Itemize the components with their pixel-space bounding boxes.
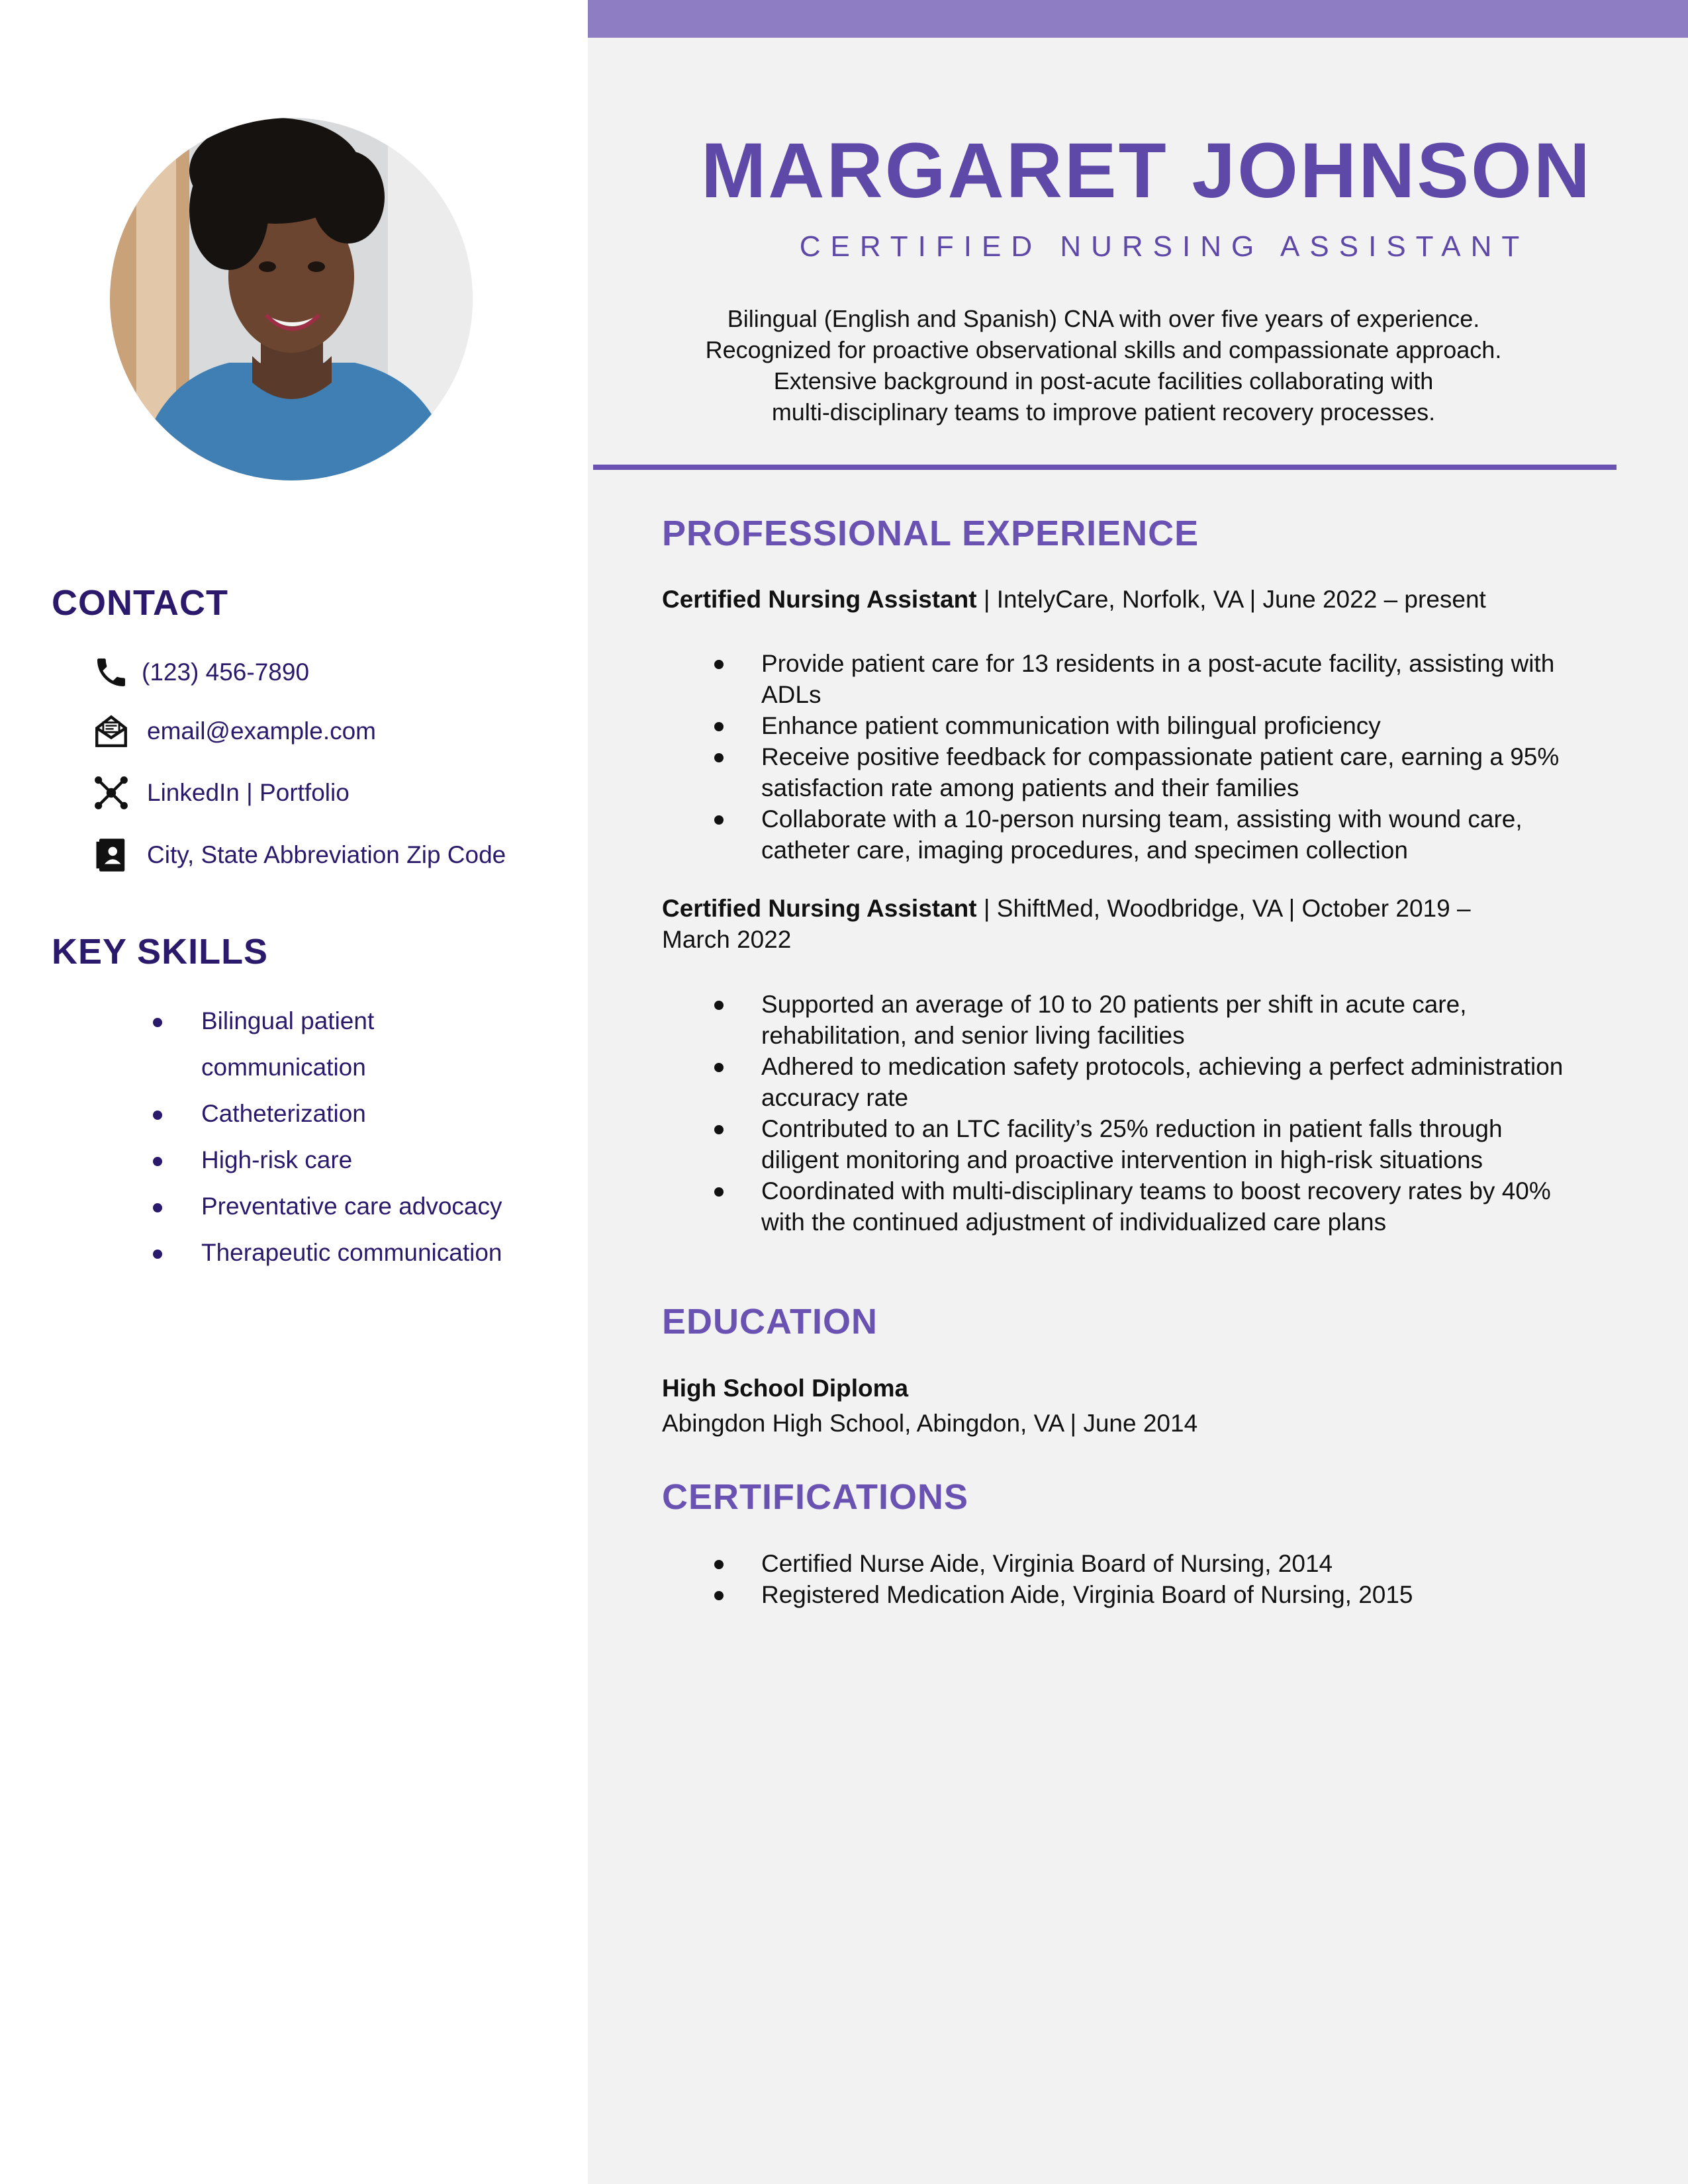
candidate-title: CERTIFIED NURSING ASSISTANT bbox=[799, 230, 1530, 263]
job-title-line bbox=[662, 893, 1516, 955]
contact-phone-row bbox=[90, 653, 309, 692]
job-bullet: Supported an average of 10 to 20 patients per shift in acute care, rehabilitation, and senior living facilities bbox=[761, 989, 1575, 1051]
contact-address-row bbox=[90, 835, 506, 875]
education-school: Abingdon High School, Abingdon, VA | June 2014 bbox=[662, 1410, 1198, 1437]
contact-phone[interactable]: (123) 456-7890 bbox=[142, 659, 310, 686]
summary-line: Bilingual (English and Spanish) CNA with over five years of experience. bbox=[727, 305, 1480, 332]
skill-item: Therapeutic communication bbox=[148, 1230, 559, 1276]
summary-line: Extensive background in post-acute facilities collaborating with bbox=[773, 367, 1434, 394]
job-role: Certified Nursing Assistant bbox=[662, 895, 977, 922]
job-bullets bbox=[761, 989, 1575, 1238]
portrait-illustration bbox=[110, 118, 473, 480]
job-role: Certified Nursing Assistant bbox=[662, 586, 977, 613]
key-skills-list bbox=[148, 998, 559, 1276]
phone-icon bbox=[90, 653, 132, 692]
job-bullet: Provide patient care for 13 residents in a post-acute facility, assisting with ADLs bbox=[761, 648, 1575, 710]
skill-item: Preventative care advocacy bbox=[148, 1183, 559, 1230]
certification-item: Registered Medication Aide, Virginia Board of Nursing, 2015 bbox=[761, 1579, 1575, 1610]
summary-line: Recognized for proactive observational skills and compassionate approach. bbox=[705, 336, 1502, 363]
skill-item: Bilingual patient communication bbox=[148, 998, 426, 1091]
contact-address: City, State Abbreviation Zip Code bbox=[147, 841, 506, 868]
job-bullets bbox=[761, 648, 1575, 866]
contact-links[interactable]: LinkedIn | Portfolio bbox=[147, 779, 350, 806]
email-icon bbox=[90, 711, 132, 751]
summary-line: multi-disciplinary teams to improve patient recovery processes. bbox=[771, 398, 1436, 426]
profile-photo bbox=[110, 118, 473, 480]
network-icon bbox=[90, 773, 132, 813]
job-title-line bbox=[662, 584, 1523, 615]
contact-email[interactable]: email@example.com bbox=[147, 717, 377, 745]
job-bullet: Contributed to an LTC facility’s 25% reduction in patient falls through diligent monitoring and proactive intervention in high-risk situations bbox=[761, 1113, 1575, 1175]
certifications-heading: CERTIFICATIONS bbox=[662, 1477, 968, 1517]
education-degree: High School Diploma bbox=[662, 1375, 909, 1402]
job-bullet: Receive positive feedback for compassionate patient care, earning a 95% satisfaction rate among patients and their families bbox=[761, 741, 1575, 803]
certifications-list bbox=[761, 1548, 1575, 1610]
job-bullet: Coordinated with multi-disciplinary teams to boost recovery rates by 40% with the continued adjustment of individualized care plans bbox=[761, 1175, 1575, 1238]
certification-item: Certified Nurse Aide, Virginia Board of Nursing, 2014 bbox=[761, 1548, 1575, 1579]
header-divider bbox=[593, 465, 1617, 470]
key-skills-heading: KEY SKILLS bbox=[52, 932, 269, 972]
job-bullet: Collaborate with a 10-person nursing team, assisting with wound care, catheter care, imaging procedures, and specimen collection bbox=[761, 803, 1575, 866]
job-bullet: Enhance patient communication with bilingual proficiency bbox=[761, 710, 1575, 741]
skill-item: High-risk care bbox=[148, 1137, 559, 1183]
top-accent-bar bbox=[588, 0, 1688, 38]
job-details: | IntelyCare, Norfolk, VA | June 2022 – present bbox=[976, 586, 1486, 613]
experience-heading: PROFESSIONAL EXPERIENCE bbox=[662, 514, 1199, 553]
contact-heading: CONTACT bbox=[52, 583, 228, 623]
summary bbox=[635, 303, 1571, 428]
skill-item: Catheterization bbox=[148, 1091, 559, 1137]
education-heading: EDUCATION bbox=[662, 1302, 878, 1342]
job-details: | ShiftMed, Woodbridge, VA | October 2019 – March 2022 bbox=[662, 895, 1471, 953]
contact-links-row bbox=[90, 773, 350, 813]
contact-card-icon bbox=[90, 835, 132, 875]
contact-email-row bbox=[90, 711, 376, 751]
job-bullet: Adhered to medication safety protocols, achieving a perfect administration accuracy rate bbox=[761, 1051, 1575, 1113]
candidate-name: MARGARET JOHNSON bbox=[700, 127, 1593, 214]
